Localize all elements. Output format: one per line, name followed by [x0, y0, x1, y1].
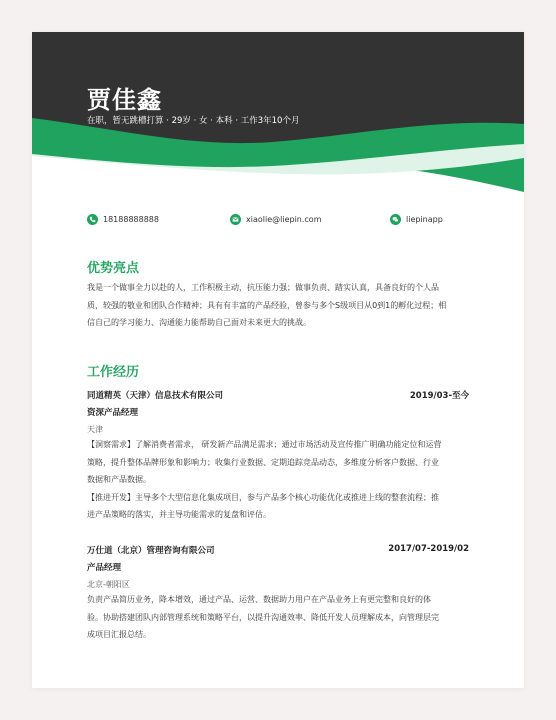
advantages-line: 信自己的学习能力、沟通能力能帮助自己面对未来更大的挑战。	[87, 318, 311, 327]
contact-bar	[87, 212, 477, 226]
job-company: 万仕道（北京）管理咨询有限公司	[87, 546, 215, 556]
advantages-line: 我是一个做事全力以赴的人，工作积极主动，抗压能力强；做事负责、踏实认真，具备良好的个人品	[87, 283, 439, 292]
mail-icon	[230, 214, 241, 225]
advantages-line: 质，较强的敬业和团队合作精神；具有有丰富的产品经验，曾参与多个S级项目从0到1的孵化过程；相	[87, 300, 447, 310]
candidate-summary: 在职，暂无跳槽打算 · 29岁 · 女 · 本科 · 工作3年10个月	[87, 116, 300, 126]
phone-number: 18188888888	[103, 214, 159, 224]
job-line: 【洞察需求】了解消费者需求， 研发新产品满足需求；通过市场活动及宣传推广明确功能定位和运营	[87, 440, 442, 449]
resume-page	[32, 32, 524, 688]
job-line: 【推进开发】主导多个大型信息化集成项目，参与产品多个核心功能优化或推进上线的整套流程；推	[87, 492, 439, 502]
job-company: 同道精英（天津）信息技术有限公司	[87, 391, 224, 401]
job-line: 成项目汇报总结。	[87, 630, 151, 639]
job-location: 天津	[87, 425, 103, 434]
job-location: 北京-朝阳区	[87, 580, 130, 589]
job-description	[87, 591, 472, 644]
resume-header	[32, 32, 524, 202]
job-line: 策略，提升整体品牌形象和影响力；收集行业数据、定期追踪竞品动态，多维度分析客户数据、行业	[87, 457, 439, 467]
contact-phone[interactable]	[87, 212, 159, 226]
job-date: 2017/07-2019/02	[388, 544, 469, 554]
contact-wechat[interactable]	[390, 212, 443, 226]
wechat-id: liepinapp	[406, 214, 443, 224]
advantages-title: 优势亮点	[87, 261, 140, 276]
job-line: 验。协助搭建团队内部管理系统和策略平台，以提升沟通效率、降低开发人员理解成本，向管理层完	[87, 612, 439, 622]
job-date: 2019/03-至今	[409, 391, 469, 401]
job-line: 负责产品简历业务，降本增效，通过产品、运营、数据助力用户在产品业务上有更完整和良好的体	[87, 595, 431, 604]
phone-icon	[87, 214, 98, 225]
experience-title: 工作经历	[87, 365, 140, 380]
candidate-name: 贾佳鑫	[87, 86, 162, 114]
job-line: 进产品策略的落实，并主导功能需求的复盘和评估。	[87, 510, 271, 519]
job-role: 资深产品经理	[87, 408, 139, 418]
job-description	[87, 436, 472, 524]
advantages-text	[87, 279, 472, 332]
email-address: xiaolie@liepin.com	[246, 214, 322, 224]
contact-email[interactable]	[230, 212, 322, 226]
job-line: 数据和产品数据。	[87, 475, 151, 484]
job-role: 产品经理	[87, 563, 122, 573]
wechat-icon	[390, 214, 401, 225]
